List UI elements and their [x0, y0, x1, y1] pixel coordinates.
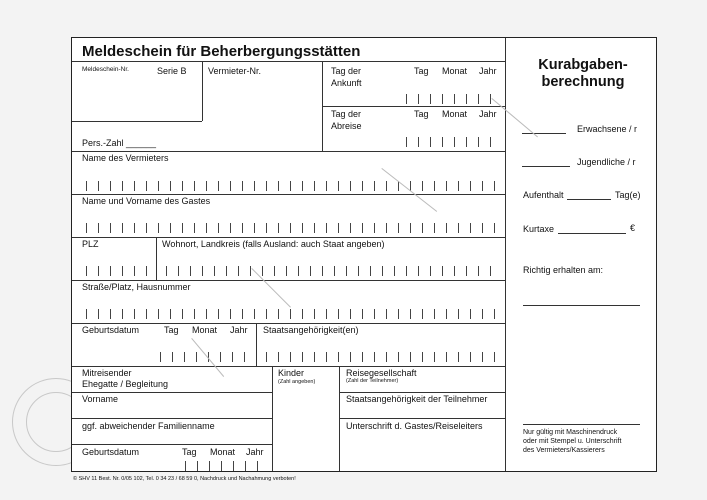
comb-tick	[350, 223, 351, 233]
comb-tick	[446, 309, 447, 319]
registration-form	[71, 37, 657, 472]
comb-tick	[338, 181, 339, 191]
mitreisender-label: Mitreisender	[82, 368, 132, 378]
comb-tick	[286, 266, 287, 276]
comb-tick	[386, 223, 387, 233]
comb-tick	[182, 309, 183, 319]
comb-tick	[434, 181, 435, 191]
name-gast-ticks[interactable]	[82, 219, 502, 233]
comb-tick	[278, 223, 279, 233]
divider	[256, 323, 257, 366]
comb-tick	[302, 309, 303, 319]
comb-tick	[122, 266, 123, 276]
comb-tick	[122, 309, 123, 319]
comb-tick	[194, 181, 195, 191]
comb-tick	[202, 266, 203, 276]
comb-tick	[134, 309, 135, 319]
comb-tick	[358, 266, 359, 276]
comb-tick	[290, 352, 291, 362]
comb-tick	[410, 223, 411, 233]
vorname-label: Vorname	[82, 394, 119, 404]
comb-tick	[274, 266, 275, 276]
comb-tick	[220, 352, 221, 362]
comb-tick	[458, 309, 459, 319]
erwachsene-label: Erwachsene / r	[577, 124, 638, 134]
comb-tick	[422, 181, 423, 191]
comb-tick	[338, 309, 339, 319]
divider	[72, 61, 505, 62]
ankunft-monat: Monat	[442, 66, 468, 76]
abreise-jahr: Jahr	[479, 109, 497, 119]
euro-label: €	[630, 223, 636, 233]
comb-tick	[494, 352, 495, 362]
comb-tick	[362, 181, 363, 191]
divider	[72, 194, 505, 195]
comb-tick	[230, 223, 231, 233]
comb-tick	[310, 266, 311, 276]
comb-tick	[218, 223, 219, 233]
comb-tick	[314, 352, 315, 362]
wohnort-label: Wohnort, Landkreis (falls Ausland: auch Staat angeben)	[162, 239, 385, 249]
geburtsdatum-label: Geburtsdatum	[82, 325, 140, 335]
comb-tick	[230, 309, 231, 319]
nur-gueltig-line-1: Nur gültig mit Maschinendruck	[523, 429, 618, 436]
nur-gueltig-line-3: des Vermieters/Kassierers	[523, 447, 605, 454]
abreise-date-ticks[interactable]	[402, 133, 502, 147]
comb-tick	[422, 352, 423, 362]
comb-tick	[490, 266, 491, 276]
divider	[523, 424, 640, 425]
comb-tick	[110, 266, 111, 276]
ankunft-label-2: Ankunft	[331, 78, 362, 88]
comb-tick	[422, 223, 423, 233]
staat-teilnehmer-label: Staatsangehörigkeit der Teilnehmer	[346, 394, 488, 404]
comb-tick	[470, 181, 471, 191]
comb-tick	[346, 266, 347, 276]
comb-tick	[410, 352, 411, 362]
comb-tick	[290, 223, 291, 233]
comb-tick	[466, 266, 467, 276]
comb-tick	[172, 352, 173, 362]
comb-tick	[446, 181, 447, 191]
erwachsene-field[interactable]	[522, 121, 566, 134]
comb-tick	[338, 223, 339, 233]
aufenthalt-field[interactable]	[567, 189, 611, 200]
comb-tick	[266, 309, 267, 319]
comb-tick	[386, 309, 387, 319]
comb-tick	[194, 309, 195, 319]
comb-tick	[386, 181, 387, 191]
mit-geburt-tag: Tag	[182, 447, 197, 457]
ankunft-label-1: Tag der	[331, 66, 362, 76]
comb-tick	[232, 352, 233, 362]
comb-tick	[326, 181, 327, 191]
comb-tick	[314, 181, 315, 191]
reisegesellschaft-label: Reisegesellschaft	[346, 368, 417, 378]
comb-tick	[206, 309, 207, 319]
kinder-label: Kinder	[278, 368, 305, 378]
nur-gueltig-line-2: oder mit Stempel u. Unterschrift	[523, 438, 622, 445]
comb-tick	[206, 223, 207, 233]
comb-tick	[206, 181, 207, 191]
ankunft-tag: Tag	[414, 66, 429, 76]
serie-label: Serie B	[157, 66, 187, 76]
comb-tick	[458, 223, 459, 233]
comb-tick	[350, 352, 351, 362]
comb-tick	[244, 352, 245, 362]
comb-tick	[350, 309, 351, 319]
comb-tick	[298, 266, 299, 276]
divider	[72, 237, 505, 238]
comb-tick	[146, 266, 147, 276]
comb-tick	[478, 266, 479, 276]
comb-tick	[406, 266, 407, 276]
divider	[339, 392, 505, 393]
pers-zahl-field[interactable]: Pers.-Zahl ______	[82, 138, 157, 148]
divider	[505, 38, 506, 471]
familienname-label: ggf. abweichender Familienname	[82, 421, 215, 431]
comb-tick	[278, 181, 279, 191]
comb-tick	[326, 223, 327, 233]
comb-tick	[218, 309, 219, 319]
comb-tick	[386, 352, 387, 362]
comb-tick	[398, 309, 399, 319]
comb-tick	[362, 309, 363, 319]
divider	[72, 418, 272, 419]
geburt-tag: Tag	[164, 325, 179, 335]
comb-tick	[434, 223, 435, 233]
comb-tick	[86, 181, 87, 191]
comb-tick	[290, 181, 291, 191]
mit-geburt-jahr: Jahr	[246, 447, 264, 457]
plz-label: PLZ	[82, 239, 99, 249]
comb-tick	[314, 223, 315, 233]
comb-tick	[482, 352, 483, 362]
abreise-label-2: Abreise	[331, 121, 362, 131]
comb-tick	[370, 266, 371, 276]
comb-tick	[374, 181, 375, 191]
kinder-sub-label: (Zahl angeben)	[278, 379, 316, 385]
comb-tick	[254, 223, 255, 233]
comb-tick	[86, 309, 87, 319]
mit-geburtsdatum-label: Geburtsdatum	[82, 447, 140, 457]
comb-tick	[374, 352, 375, 362]
comb-tick	[190, 266, 191, 276]
comb-tick	[454, 266, 455, 276]
meldeschein-nr-label: Meldeschein-Nr.	[82, 66, 129, 73]
divider	[202, 61, 203, 121]
comb-tick	[86, 266, 87, 276]
name-gast-label: Name und Vorname des Gastes	[82, 196, 211, 206]
comb-tick	[410, 309, 411, 319]
comb-tick	[146, 181, 147, 191]
comb-tick	[170, 181, 171, 191]
divider	[72, 366, 505, 367]
comb-tick	[334, 266, 335, 276]
comb-tick	[398, 352, 399, 362]
divider	[72, 121, 202, 122]
mit-geburt-monat: Monat	[210, 447, 236, 457]
comb-tick	[238, 266, 239, 276]
comb-tick	[362, 352, 363, 362]
comb-tick	[170, 309, 171, 319]
comb-tick	[184, 352, 185, 362]
divider	[72, 323, 505, 324]
divider	[272, 366, 273, 471]
strasse-ticks[interactable]	[82, 305, 502, 319]
comb-tick	[278, 309, 279, 319]
divider	[322, 106, 505, 107]
comb-tick	[434, 352, 435, 362]
comb-tick	[482, 223, 483, 233]
divider	[72, 444, 272, 445]
comb-tick	[122, 181, 123, 191]
comb-tick	[326, 352, 327, 362]
abreise-label-1: Tag der	[331, 109, 362, 119]
comb-tick	[160, 352, 161, 362]
mit-geburt-ticks[interactable]	[177, 457, 272, 471]
tage-label: Tag(e)	[615, 190, 641, 200]
comb-tick	[158, 223, 159, 233]
comb-tick	[398, 223, 399, 233]
comb-tick	[242, 223, 243, 233]
comb-tick	[178, 266, 179, 276]
comb-tick	[470, 352, 471, 362]
geburt-jahr: Jahr	[230, 325, 248, 335]
comb-tick	[374, 309, 375, 319]
comb-tick	[134, 266, 135, 276]
comb-tick	[446, 223, 447, 233]
comb-tick	[482, 181, 483, 191]
ankunft-jahr: Jahr	[479, 66, 497, 76]
form-title: Meldeschein für Beherbergungsstätten	[82, 43, 361, 60]
richtig-field[interactable]	[523, 295, 640, 306]
name-vermieter-ticks[interactable]	[82, 177, 502, 191]
ehegatte-label: Ehegatte / Begleitung	[82, 379, 169, 389]
jugendliche-label: Jugendliche / r	[577, 157, 636, 167]
comb-tick	[430, 266, 431, 276]
divider	[72, 392, 272, 393]
comb-tick	[98, 181, 99, 191]
footer-text: © SHV 11 Best. Nr. 0/05 102, Tel. 0 34 23 / 68 59 0, Nachdruck und Nachahmung verboten!	[73, 476, 296, 482]
comb-tick	[394, 266, 395, 276]
kurtaxe-field[interactable]	[558, 223, 626, 234]
comb-tick	[110, 309, 111, 319]
comb-tick	[158, 309, 159, 319]
comb-tick	[442, 266, 443, 276]
comb-tick	[382, 266, 383, 276]
comb-tick	[494, 223, 495, 233]
watermark-stroke	[491, 98, 538, 137]
comb-tick	[362, 223, 363, 233]
reisegesellschaft-sub-label: (Zahl der Teilnehmer)	[346, 378, 399, 384]
comb-tick	[326, 309, 327, 319]
comb-tick	[134, 223, 135, 233]
comb-tick	[182, 181, 183, 191]
comb-tick	[494, 309, 495, 319]
comb-tick	[218, 181, 219, 191]
comb-tick	[470, 223, 471, 233]
comb-tick	[196, 352, 197, 362]
comb-tick	[458, 352, 459, 362]
comb-tick	[110, 181, 111, 191]
staatsangehoerigkeit-label: Staatsangehörigkeit(en)	[263, 325, 359, 335]
comb-tick	[302, 223, 303, 233]
comb-tick	[182, 223, 183, 233]
comb-tick	[254, 309, 255, 319]
jugendliche-field[interactable]	[522, 154, 570, 167]
comb-tick	[434, 309, 435, 319]
comb-tick	[458, 181, 459, 191]
comb-tick	[86, 223, 87, 233]
staat-ticks[interactable]	[262, 348, 502, 362]
comb-tick	[98, 266, 99, 276]
comb-tick	[110, 223, 111, 233]
comb-tick	[134, 181, 135, 191]
comb-tick	[446, 352, 447, 362]
strasse-label: Straße/Platz, Hausnummer	[82, 282, 191, 292]
comb-tick	[266, 181, 267, 191]
comb-tick	[166, 266, 167, 276]
comb-tick	[122, 223, 123, 233]
comb-tick	[242, 309, 243, 319]
comb-tick	[418, 266, 419, 276]
comb-tick	[422, 309, 423, 319]
comb-tick	[98, 309, 99, 319]
comb-tick	[226, 266, 227, 276]
comb-tick	[482, 309, 483, 319]
comb-tick	[290, 309, 291, 319]
comb-tick	[194, 223, 195, 233]
abreise-monat: Monat	[442, 109, 468, 119]
divider	[156, 237, 157, 280]
aufenthalt-label: Aufenthalt	[523, 190, 564, 200]
comb-tick	[374, 223, 375, 233]
unterschrift-label: Unterschrift d. Gastes/Reiseleiters	[346, 421, 483, 431]
abreise-tag: Tag	[414, 109, 429, 119]
vermieter-nr-label: Vermieter-Nr.	[208, 66, 262, 76]
comb-tick	[242, 181, 243, 191]
comb-tick	[266, 223, 267, 233]
divider	[72, 280, 505, 281]
comb-tick	[262, 266, 263, 276]
comb-tick	[470, 309, 471, 319]
richtig-label: Richtig erhalten am:	[523, 265, 604, 275]
divider	[72, 151, 505, 152]
comb-tick	[170, 223, 171, 233]
comb-tick	[146, 223, 147, 233]
comb-tick	[214, 266, 215, 276]
comb-tick	[350, 181, 351, 191]
ankunft-date-ticks[interactable]	[402, 90, 502, 104]
comb-tick	[278, 352, 279, 362]
name-vermieter-label: Name des Vermieters	[82, 153, 169, 163]
comb-tick	[322, 266, 323, 276]
kurtaxe-label: Kurtaxe	[523, 224, 555, 234]
comb-tick	[302, 181, 303, 191]
comb-tick	[266, 352, 267, 362]
comb-tick	[314, 309, 315, 319]
geburt-monat: Monat	[192, 325, 218, 335]
comb-tick	[98, 223, 99, 233]
comb-tick	[494, 181, 495, 191]
kurabgabe-title: Kurabgaben-berechnung	[538, 57, 628, 90]
divider	[339, 418, 505, 419]
plz-ticks[interactable]	[82, 262, 154, 276]
comb-tick	[230, 181, 231, 191]
wohnort-ticks[interactable]	[162, 262, 502, 276]
comb-tick	[254, 181, 255, 191]
comb-tick	[338, 352, 339, 362]
comb-tick	[146, 309, 147, 319]
comb-tick	[158, 181, 159, 191]
comb-tick	[302, 352, 303, 362]
